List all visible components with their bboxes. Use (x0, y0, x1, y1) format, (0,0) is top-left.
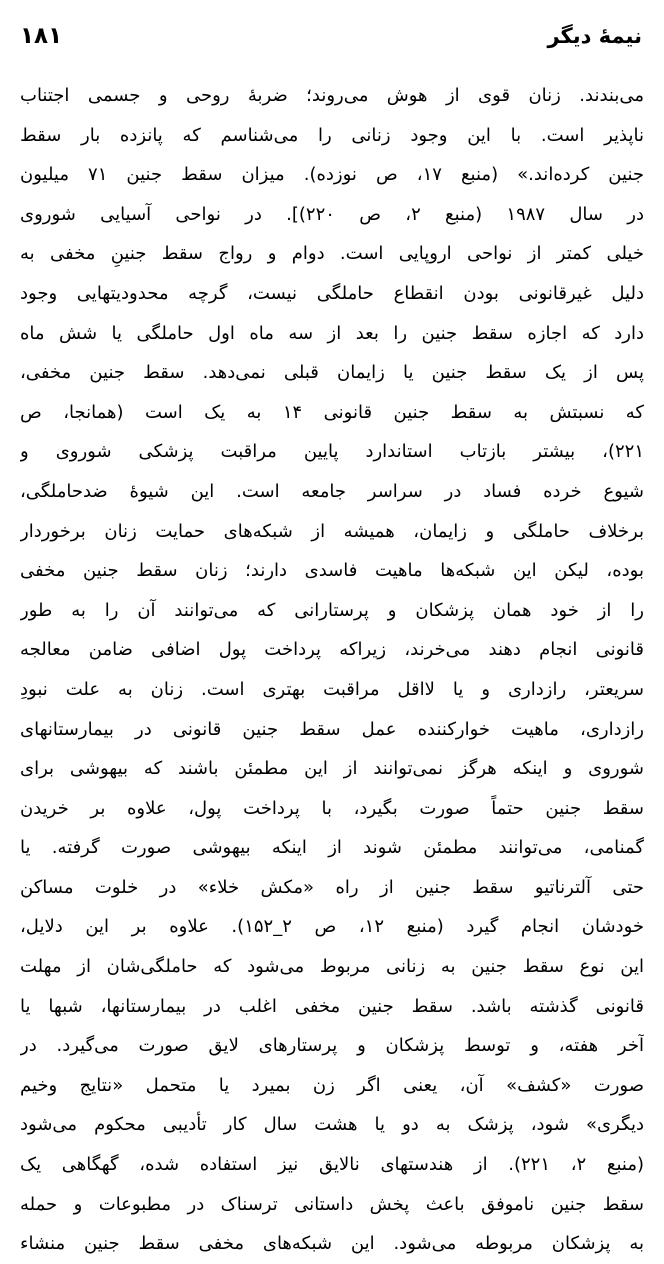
text-line: دیگری» شود، پزشک به دو یا هشت سال کار تأدیبی محکوم می‌شود (20, 1114, 644, 1136)
text-line: سریعتر، رازداری و یا لااقل مراقبت بهتری است. زنان به علت نبودِ (20, 678, 644, 700)
text-line: برخلاف حاملگی و زایمان، همیشه از شبکه‌های حمایت زنان برخوردار (20, 520, 644, 542)
text-line: آخر هفته، و توسط پزشکان و پرستارهای لایق صورت می‌گیرد. در (20, 1035, 644, 1057)
text-line: شوروی و اینکه هرگز نمی‌توانند از این مطمئن باشند که بیهوشی برای (20, 758, 644, 780)
text-line: بوده، لیکن این شبکه‌ها ماهیت فاسدی دارند؛ زنان سقط جنین مخفی (20, 560, 644, 582)
text-line: گمنامی، می‌توانند مطمئن شوند از اینکه بیهوشی صورت گرفته. یا (20, 837, 644, 859)
running-title: نیمهٔ دیگر (547, 24, 642, 48)
text-line: را از خود همان پزشکان و پرستارانی که می‌توانند آن را به طور (20, 599, 644, 621)
text-line: در سال ۱۹۸۷ (منبع ۲، ص ۲۲۰)]. در نواحی آسیایی شوروی (20, 203, 644, 225)
text-line: شیوع خرده فساد در سراسر جامعه است. این شیوهٔ ضدحاملگی، (20, 480, 644, 502)
page-number: ۱۸۱ (20, 23, 63, 49)
text-line: این نوع سقط جنین به زنانی مربوط می‌شود که حاملگی‌شان از مهلت (20, 956, 644, 978)
text-line: حتی آلترناتیو سقط جنین از راه «مکش خلاء» در خلوت مساکن (20, 876, 644, 898)
text-line: پس از یک سقط جنین یا زایمان قبلی نمی‌دهد. سقط جنین مخفی، (20, 362, 644, 384)
text-line: به پزشکان مربوطه می‌شود. این شبکه‌های مخفی سقط جنین منشاء (20, 1233, 644, 1255)
text-line: می‌بندند. زنان قوی از هوش می‌روند؛ ضربهٔ روحی و جسمی اجتناب (20, 85, 644, 106)
text-line: دارد که اجازه سقط جنین را بعد از سه ماه اول حاملگی یا شش ماه (20, 322, 644, 344)
text-line: رازداری، ماهیت خوارکننده عمل سقط جنین قانونی در بیمارستانهای (20, 718, 644, 740)
text-line: خودشان انجام گیرد (منبع ۱۲، ص ۲_۱۵۲). علاوه بر این دلایل، (20, 916, 644, 938)
text-line: ناپذیر است. با این وجود زنانی را می‌شناسم که پانزده بار سقط (20, 124, 644, 146)
text-line: سقط جنین ناموفق باعث پخش داستانی ترسناک در مطبوعات و حمله (20, 1193, 644, 1215)
text-line: قانونی انجام دهند می‌خرند، زیراکه پرداخت پول اضافی ضامن معالجه (20, 639, 644, 661)
text-line: صورت «کشف» آن، یعنی اگر زن بمیرد یا متحمل «نتایج وخیم (20, 1074, 644, 1096)
text-line: (منبع ۲، ۲۲۱). از هندستهای نالایق نیز استفاده شده، گهگاهی یک (20, 1154, 644, 1176)
page-header (20, 18, 642, 54)
text-line: خیلی کمتر از نواحی اروپایی است. دوام و رواج سقط جنینِ مخفی به (20, 243, 644, 265)
text-line: دلیل غیرقانونی بودن انقطاع حاملگی نیست، گرچه محدودیتهایی وجود (20, 282, 644, 304)
text-line: سقط جنین حتماً صورت بگیرد، با پرداخت پول، علاوه بر خریدن (20, 797, 644, 819)
text-line: ۲۲۱)، بیشتر بازتاب استاندارد پایین مراقبت پزشکی شوروی و (20, 441, 644, 463)
text-line: که نسبتش به سقط جنین قانونی ۱۴ به یک است (همانجا، ص (20, 401, 644, 423)
text-line: جنین کرده‌اند.» (منبع ۱۷، ص نوزده). میزان سقط جنین ۷۱ میلیون (20, 164, 644, 186)
body-text (20, 76, 644, 1264)
text-line: قانونی گذشته باشد. سقط جنین مخفی اغلب در بیمارستانها، شبها یا (20, 995, 644, 1017)
